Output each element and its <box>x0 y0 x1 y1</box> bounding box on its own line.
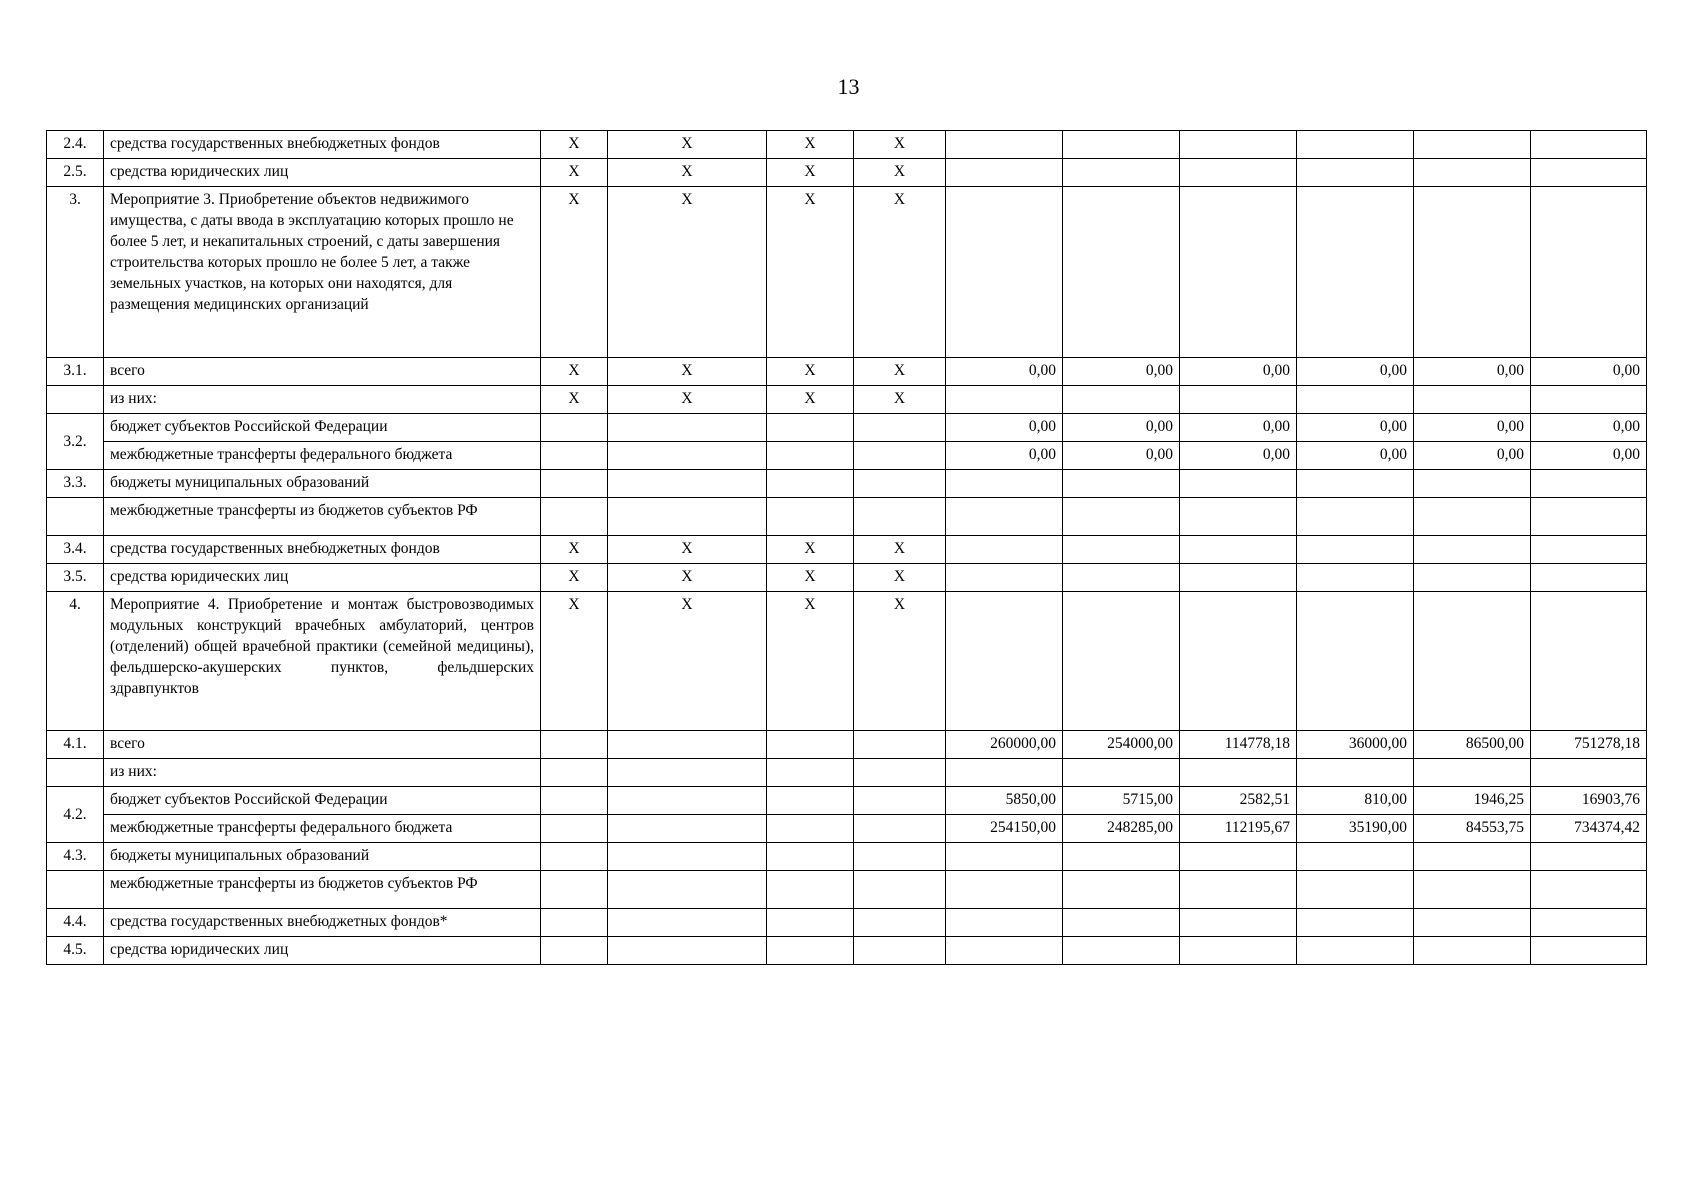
x-cell: Х <box>767 358 854 386</box>
value-cell: 0,00 <box>1297 442 1414 470</box>
x-cell <box>608 759 767 787</box>
x-cell <box>854 937 946 965</box>
table-row <box>47 759 1647 787</box>
value-cell <box>1180 937 1297 965</box>
value-cell <box>1180 536 1297 564</box>
x-cell: Х <box>854 159 946 187</box>
row-number: 4.1. <box>47 731 104 759</box>
x-cell <box>854 843 946 871</box>
row-number <box>47 498 104 536</box>
value-cell: 0,00 <box>1414 442 1531 470</box>
x-cell <box>541 498 608 536</box>
x-cell: Х <box>541 592 608 731</box>
value-cell: 0,00 <box>1063 414 1180 442</box>
table-row <box>47 187 1647 358</box>
value-cell <box>1297 470 1414 498</box>
row-number <box>47 871 104 909</box>
x-cell: Х <box>854 131 946 159</box>
value-cell <box>946 937 1063 965</box>
table-row <box>47 442 1647 470</box>
value-cell <box>1414 843 1531 871</box>
value-cell <box>1297 759 1414 787</box>
row-name: средства государственных внебюджетных фондов <box>104 536 541 564</box>
x-cell <box>541 787 608 815</box>
value-cell <box>1531 159 1647 187</box>
value-cell <box>1531 498 1647 536</box>
value-cell <box>1063 592 1180 731</box>
value-cell: 0,00 <box>946 358 1063 386</box>
x-cell: Х <box>541 358 608 386</box>
x-cell <box>541 414 608 442</box>
row-name: Мероприятие 3. Приобретение объектов недвижимого имущества, с даты ввода в эксплуатацию которых прошло не более 5 лет, и некапитальных строений, с даты завершения строительства которых прошло не более 5 лет, а также земельных участков, на которых они находятся, для размещения медицинских организаций <box>104 187 541 358</box>
value-cell <box>946 386 1063 414</box>
x-cell <box>541 442 608 470</box>
value-cell <box>1063 386 1180 414</box>
value-cell <box>1063 131 1180 159</box>
x-cell <box>767 937 854 965</box>
x-cell <box>854 787 946 815</box>
value-cell: 16903,76 <box>1531 787 1647 815</box>
x-cell <box>608 909 767 937</box>
value-cell <box>1063 871 1180 909</box>
value-cell: 734374,42 <box>1531 815 1647 843</box>
value-cell <box>946 470 1063 498</box>
budget-table <box>46 130 1647 965</box>
value-cell: 810,00 <box>1297 787 1414 815</box>
value-cell <box>1297 159 1414 187</box>
table-row <box>47 843 1647 871</box>
value-cell <box>1414 937 1531 965</box>
x-cell <box>541 759 608 787</box>
value-cell: 1946,25 <box>1414 787 1531 815</box>
row-number: 3.5. <box>47 564 104 592</box>
value-cell <box>1297 937 1414 965</box>
value-cell <box>1531 592 1647 731</box>
x-cell <box>767 470 854 498</box>
value-cell: 0,00 <box>1414 414 1531 442</box>
x-cell: Х <box>541 187 608 358</box>
row-number: 3. <box>47 187 104 358</box>
value-cell <box>1297 909 1414 937</box>
value-cell <box>1414 592 1531 731</box>
value-cell <box>946 871 1063 909</box>
x-cell <box>767 414 854 442</box>
row-name: средства юридических лиц <box>104 564 541 592</box>
value-cell <box>1297 187 1414 358</box>
value-cell <box>1063 498 1180 536</box>
value-cell <box>1414 759 1531 787</box>
x-cell: Х <box>854 187 946 358</box>
value-cell: 5715,00 <box>1063 787 1180 815</box>
x-cell <box>767 498 854 536</box>
value-cell <box>1414 187 1531 358</box>
value-cell: 0,00 <box>1414 358 1531 386</box>
table-row <box>47 414 1647 442</box>
table-row <box>47 159 1647 187</box>
x-cell <box>767 442 854 470</box>
value-cell <box>1063 187 1180 358</box>
value-cell <box>1531 871 1647 909</box>
table-row <box>47 131 1647 159</box>
row-number: 4.3. <box>47 843 104 871</box>
value-cell: 0,00 <box>946 414 1063 442</box>
table-row <box>47 871 1647 909</box>
row-number: 4.5. <box>47 937 104 965</box>
value-cell <box>1063 564 1180 592</box>
value-cell <box>1063 843 1180 871</box>
value-cell <box>1180 843 1297 871</box>
value-cell: 0,00 <box>1531 442 1647 470</box>
x-cell <box>608 815 767 843</box>
row-name: из них: <box>104 386 541 414</box>
value-cell: 112195,67 <box>1180 815 1297 843</box>
value-cell <box>946 536 1063 564</box>
x-cell <box>854 498 946 536</box>
value-cell: 0,00 <box>1531 414 1647 442</box>
value-cell <box>1414 470 1531 498</box>
x-cell: Х <box>541 564 608 592</box>
x-cell <box>608 470 767 498</box>
row-number: 4.2. <box>47 787 104 843</box>
value-cell <box>1063 470 1180 498</box>
table-row <box>47 536 1647 564</box>
value-cell <box>1297 498 1414 536</box>
value-cell <box>1414 386 1531 414</box>
value-cell <box>1063 759 1180 787</box>
x-cell: Х <box>541 159 608 187</box>
row-number: 2.5. <box>47 159 104 187</box>
value-cell <box>1180 498 1297 536</box>
row-number: 4. <box>47 592 104 731</box>
value-cell <box>1180 131 1297 159</box>
value-cell <box>946 843 1063 871</box>
x-cell <box>767 909 854 937</box>
row-name: бюджет субъектов Российской Федерации <box>104 414 541 442</box>
row-name: бюджеты муниципальных образований <box>104 470 541 498</box>
x-cell: Х <box>767 159 854 187</box>
row-name: средства юридических лиц <box>104 937 541 965</box>
value-cell <box>946 187 1063 358</box>
x-cell: Х <box>608 592 767 731</box>
row-number: 3.3. <box>47 470 104 498</box>
value-cell <box>946 909 1063 937</box>
value-cell: 35190,00 <box>1297 815 1414 843</box>
x-cell <box>608 843 767 871</box>
value-cell <box>1414 131 1531 159</box>
x-cell <box>608 414 767 442</box>
value-cell <box>1180 909 1297 937</box>
value-cell <box>1414 564 1531 592</box>
x-cell: Х <box>767 592 854 731</box>
row-number: 3.4. <box>47 536 104 564</box>
x-cell <box>854 871 946 909</box>
x-cell: Х <box>854 386 946 414</box>
value-cell <box>1063 536 1180 564</box>
x-cell <box>541 937 608 965</box>
value-cell <box>1297 843 1414 871</box>
value-cell: 5850,00 <box>946 787 1063 815</box>
row-number <box>47 386 104 414</box>
value-cell: 0,00 <box>1297 414 1414 442</box>
x-cell <box>608 787 767 815</box>
x-cell: Х <box>541 536 608 564</box>
x-cell <box>854 442 946 470</box>
x-cell <box>541 470 608 498</box>
table-row <box>47 386 1647 414</box>
value-cell <box>1531 937 1647 965</box>
value-cell <box>1297 871 1414 909</box>
x-cell <box>541 731 608 759</box>
table-row <box>47 787 1647 815</box>
value-cell <box>1531 131 1647 159</box>
value-cell <box>1180 592 1297 731</box>
value-cell <box>1531 759 1647 787</box>
x-cell <box>854 470 946 498</box>
value-cell <box>1414 871 1531 909</box>
table-row <box>47 731 1647 759</box>
row-name: всего <box>104 731 541 759</box>
x-cell: Х <box>767 131 854 159</box>
value-cell <box>1531 470 1647 498</box>
value-cell: 86500,00 <box>1414 731 1531 759</box>
table-row <box>47 909 1647 937</box>
value-cell: 0,00 <box>1180 442 1297 470</box>
x-cell: Х <box>767 386 854 414</box>
x-cell <box>608 442 767 470</box>
value-cell <box>946 159 1063 187</box>
value-cell: 0,00 <box>1180 414 1297 442</box>
row-name: межбюджетные трансферты федерального бюджета <box>104 442 541 470</box>
table-row <box>47 498 1647 536</box>
x-cell <box>608 937 767 965</box>
row-name: межбюджетные трансферты из бюджетов субъектов РФ <box>104 871 541 909</box>
value-cell <box>946 759 1063 787</box>
value-cell <box>946 498 1063 536</box>
value-cell <box>1414 536 1531 564</box>
x-cell <box>854 414 946 442</box>
value-cell: 2582,51 <box>1180 787 1297 815</box>
value-cell: 0,00 <box>1063 442 1180 470</box>
value-cell <box>1180 187 1297 358</box>
x-cell: Х <box>608 536 767 564</box>
value-cell <box>1531 187 1647 358</box>
row-number: 4.4. <box>47 909 104 937</box>
value-cell <box>1180 564 1297 592</box>
value-cell <box>1531 536 1647 564</box>
value-cell <box>946 564 1063 592</box>
value-cell <box>1297 386 1414 414</box>
value-cell: 0,00 <box>1297 358 1414 386</box>
x-cell: Х <box>854 536 946 564</box>
x-cell: Х <box>854 592 946 731</box>
x-cell: Х <box>608 131 767 159</box>
value-cell <box>946 131 1063 159</box>
table-row <box>47 592 1647 731</box>
x-cell <box>541 815 608 843</box>
row-name: бюджеты муниципальных образований <box>104 843 541 871</box>
x-cell: Х <box>608 386 767 414</box>
value-cell: 0,00 <box>1531 358 1647 386</box>
x-cell <box>541 843 608 871</box>
x-cell <box>854 815 946 843</box>
x-cell <box>767 787 854 815</box>
table-row <box>47 815 1647 843</box>
x-cell <box>767 815 854 843</box>
value-cell <box>1297 536 1414 564</box>
x-cell <box>541 871 608 909</box>
value-cell <box>1531 843 1647 871</box>
row-name: средства юридических лиц <box>104 159 541 187</box>
value-cell <box>1297 131 1414 159</box>
value-cell: 751278,18 <box>1531 731 1647 759</box>
page-number: 13 <box>837 74 860 99</box>
x-cell: Х <box>767 187 854 358</box>
x-cell: Х <box>767 536 854 564</box>
value-cell: 0,00 <box>946 442 1063 470</box>
value-cell: 248285,00 <box>1063 815 1180 843</box>
x-cell <box>541 909 608 937</box>
row-name: межбюджетные трансферты из бюджетов субъектов РФ <box>104 498 541 536</box>
row-name: межбюджетные трансферты федерального бюджета <box>104 815 541 843</box>
x-cell <box>767 731 854 759</box>
value-cell: 36000,00 <box>1297 731 1414 759</box>
value-cell: 254150,00 <box>946 815 1063 843</box>
row-name: Мероприятие 4. Приобретение и монтаж быстровозводимых модульных конструкций врачебных амбулаторий, центров (отделений) общей врачебной практики (семейной медицины), фельдшерско-акушерских пунктов, фельдшерских здравпунктов <box>104 592 541 731</box>
value-cell <box>1297 592 1414 731</box>
row-name: средства государственных внебюджетных фондов <box>104 131 541 159</box>
value-cell: 260000,00 <box>946 731 1063 759</box>
value-cell <box>1180 159 1297 187</box>
x-cell <box>608 498 767 536</box>
value-cell <box>1414 498 1531 536</box>
value-cell <box>1531 386 1647 414</box>
row-number: 3.2. <box>47 414 104 470</box>
row-name: средства государственных внебюджетных фондов* <box>104 909 541 937</box>
row-name: из них: <box>104 759 541 787</box>
value-cell <box>1414 159 1531 187</box>
value-cell <box>1531 909 1647 937</box>
value-cell: 84553,75 <box>1414 815 1531 843</box>
row-number <box>47 759 104 787</box>
x-cell: Х <box>608 358 767 386</box>
x-cell: Х <box>854 564 946 592</box>
x-cell: Х <box>608 187 767 358</box>
x-cell <box>854 909 946 937</box>
value-cell <box>1297 564 1414 592</box>
value-cell: 254000,00 <box>1063 731 1180 759</box>
x-cell <box>608 871 767 909</box>
x-cell <box>767 843 854 871</box>
value-cell <box>1063 909 1180 937</box>
x-cell: Х <box>541 386 608 414</box>
x-cell: Х <box>608 159 767 187</box>
row-number: 2.4. <box>47 131 104 159</box>
x-cell: Х <box>854 358 946 386</box>
x-cell: Х <box>608 564 767 592</box>
row-name: всего <box>104 358 541 386</box>
row-number: 3.1. <box>47 358 104 386</box>
value-cell <box>1414 909 1531 937</box>
value-cell <box>1063 159 1180 187</box>
value-cell <box>1063 937 1180 965</box>
value-cell <box>1180 871 1297 909</box>
value-cell <box>1180 759 1297 787</box>
table-row <box>47 564 1647 592</box>
x-cell: Х <box>767 564 854 592</box>
value-cell: 0,00 <box>1180 358 1297 386</box>
x-cell <box>767 871 854 909</box>
table-row <box>47 937 1647 965</box>
table-row <box>47 470 1647 498</box>
x-cell <box>608 731 767 759</box>
x-cell: Х <box>541 131 608 159</box>
value-cell <box>1180 470 1297 498</box>
x-cell <box>767 759 854 787</box>
value-cell <box>1180 386 1297 414</box>
x-cell <box>854 759 946 787</box>
row-name: бюджет субъектов Российской Федерации <box>104 787 541 815</box>
x-cell <box>854 731 946 759</box>
value-cell <box>1531 564 1647 592</box>
value-cell <box>946 592 1063 731</box>
value-cell: 0,00 <box>1063 358 1180 386</box>
value-cell: 114778,18 <box>1180 731 1297 759</box>
table-row <box>47 358 1647 386</box>
